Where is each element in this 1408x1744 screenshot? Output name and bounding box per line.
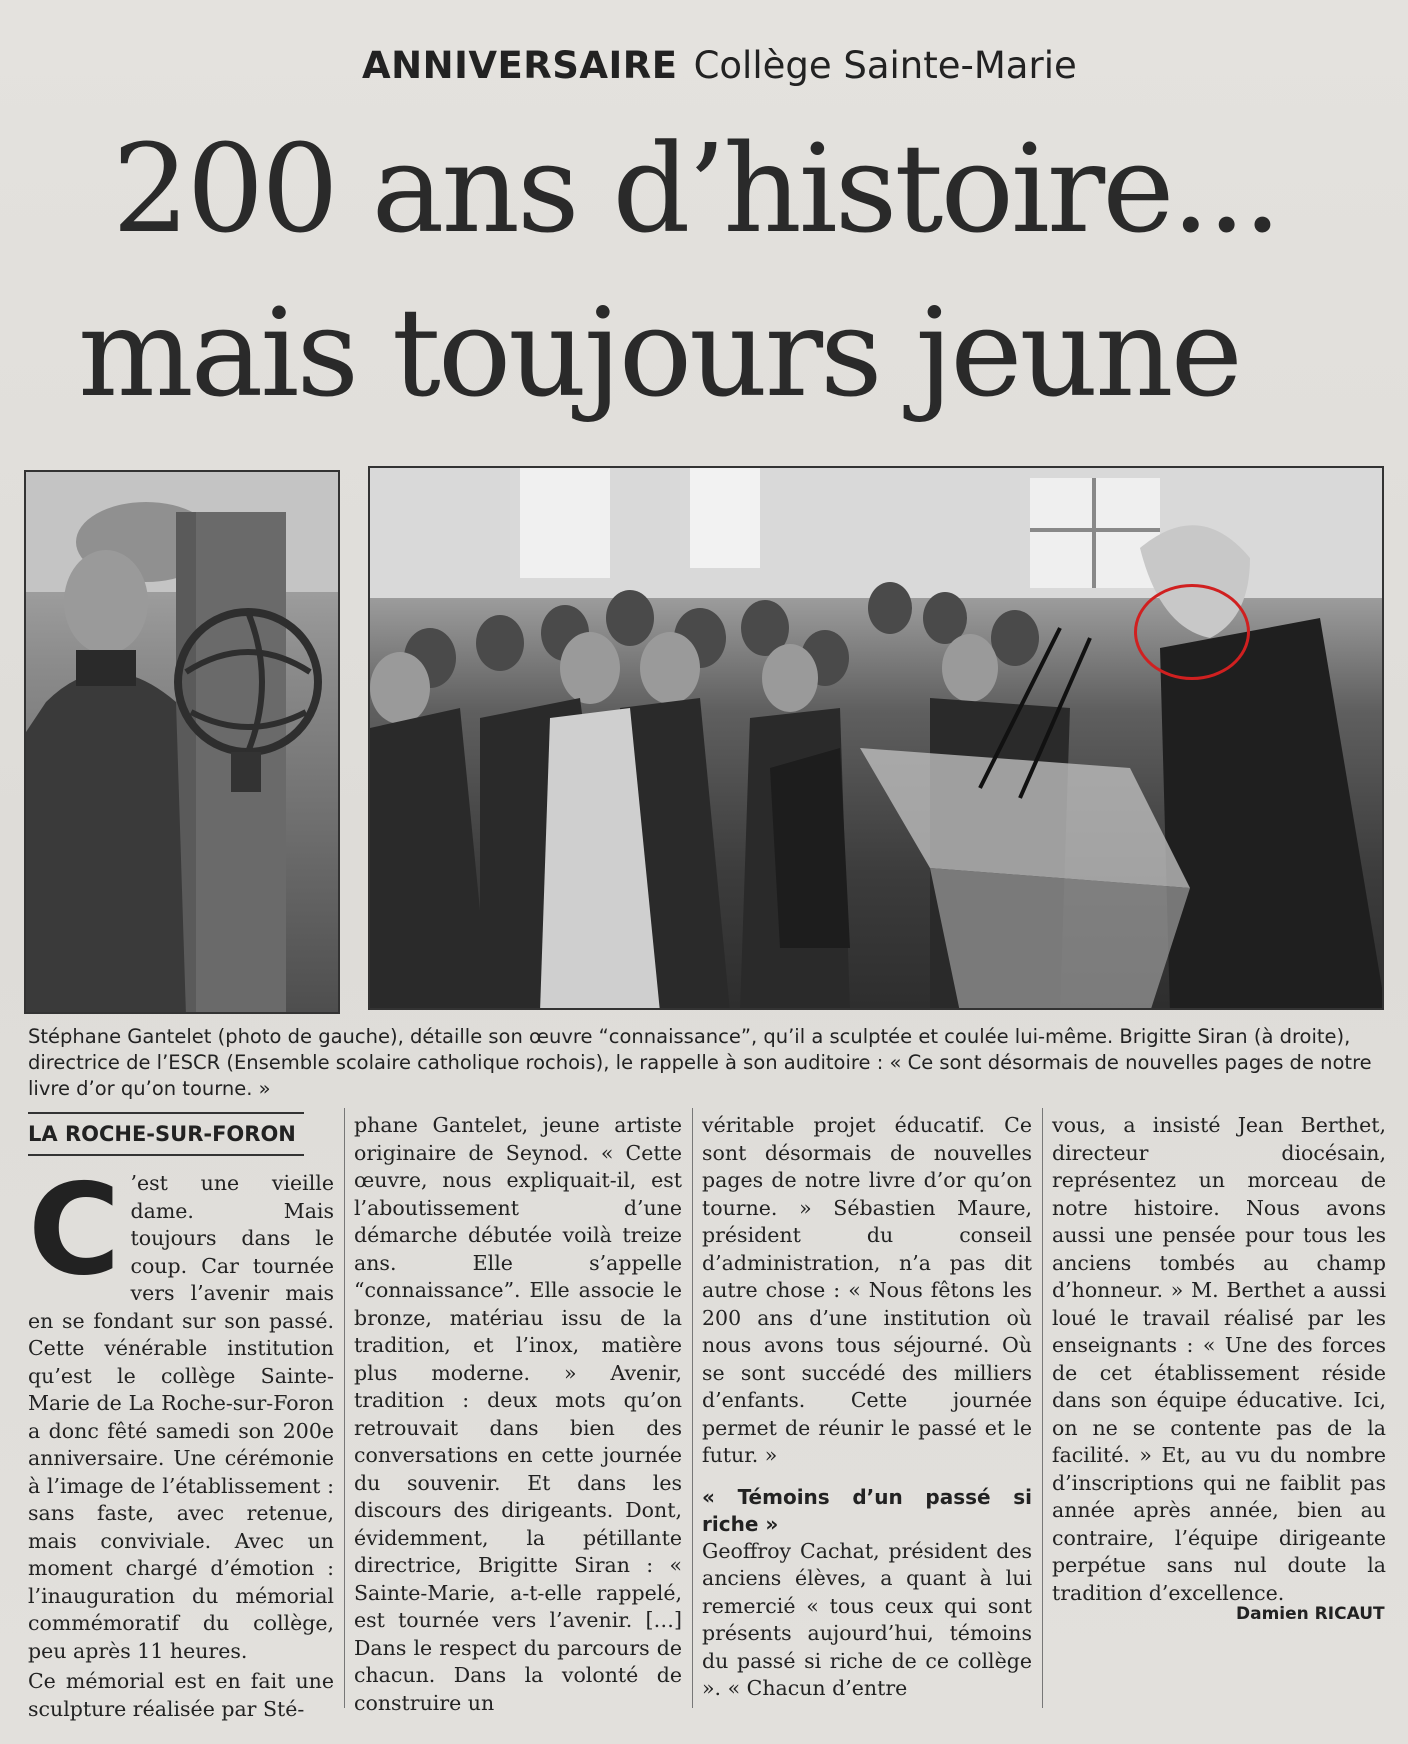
rule-top-dateline [28, 1112, 304, 1114]
photo-ceremony [368, 466, 1384, 1010]
article-column-1 [28, 1156, 334, 1726]
kicker-subtitle: Collège Sainte-Marie [693, 44, 1077, 87]
column-divider-2 [692, 1108, 693, 1708]
paragraph [28, 1156, 334, 1665]
paragraph: Ce mémorial est en fait une sculpture réalisée par Sté- [28, 1669, 334, 1721]
subheading: « Témoins d’un passé si riche » [702, 1484, 1032, 1536]
column-divider-1 [344, 1108, 345, 1708]
paragraph: phane Gantelet, jeune artiste originaire de Seynod. « Cette œuvre, nous expliquait-il, est l’aboutissement d’une démarche débutée voilà treize ans. Elle s’appelle “connaissance”. Elle associe le bronze, matériau issu de la tradition, et l’inox, matière plus moderne. » Avenir, tradition : deux mots qu’on retrouvait dans bien des conversations en cette journée du souvenir. Et dans les discours des dirigeants. Dont, évidemment, la pétillante directrice, Brigitte Siran : « Sainte-Marie, a-t-elle rappelé, est tournée vers l’avenir. […] Dans le respect du parcours de chacun. Dans la volonté de construire un [354, 1113, 682, 1715]
photo-ceremony-illustration [370, 468, 1384, 1010]
paragraph: véritable projet éducatif. Ce sont désormais de nouvelles pages de notre livre d’or qu’on tourne. » Sébastien Maure, président du conseil d’administration, n’a pas dit autre chose : « Nous fêtons les 200 ans d’une institution où nous avons tous séjourné. Où se sont succédé des milliers d’enfants. Cette journée permet de réunir le passé et le futur. » [702, 1113, 1032, 1467]
article-column-4 [1052, 1112, 1386, 1610]
dateline: LA ROCHE-SUR-FORON [28, 1122, 296, 1146]
column-divider-3 [1042, 1108, 1043, 1708]
article-column-2 [354, 1112, 682, 1720]
red-circle-annotation [1134, 584, 1250, 680]
photo-caption: Stéphane Gantelet (photo de gauche), détaille son œuvre “connaissance”, qu’il a sculptée et coulée lui-même. Brigitte Siran (à droite), directrice de l’ESCR (Ensemble scolaire catholique rochois), le rappelle à son auditoire : « Ce sont désormais de nouvelles pages de notre livre d’or qu’on tourne. » [28, 1025, 1372, 1100]
photo-sculptor-illustration [26, 472, 340, 1014]
paragraph-text: ’est une vieille dame. Mais toujours dans le coup. Car tournée vers l’avenir mais en se fondant sur son passé. Cette vénérable institution qu’est le collège Sainte-Marie de La Roche-sur-Foron a donc fêté samedi son 200e anniversaire. Une cérémonie à l’image de l’établissement : sans faste, avec retenue, mais conviviale. Avec un moment chargé d’émotion : l’inauguration du mémorial commémoratif du collège, peu après 11 heures. [28, 1171, 334, 1663]
paragraph: Geoffroy Cachat, président des anciens élèves, a quant à lui remercié « tous ceux qui sont présents aujourd’hui, témoins du passé si riche de ce collège ». « Chacun d’entre [702, 1538, 1032, 1700]
article-column-3 [702, 1112, 1032, 1706]
kicker [362, 44, 1077, 87]
headline-line-2: mais toujours jeune [78, 282, 1240, 424]
drop-cap: C [28, 1156, 121, 1303]
photo-sculptor [24, 470, 340, 1014]
paragraph: vous, a insisté Jean Berthet, directeur diocésain, représentez un morceau de notre histoire. Nous avons aussi une pensée pour tous les anciens tombés au champ d’honneur. » M. Berthet a aussi loué le travail réalisé par les enseignants : « Une des forces de cet établissement réside dans son équipe éducative. Ici, on ne se contente pas de la facilité. » Et, au vu du nombre d’inscriptions qui ne faiblit pas année après année, bien au contraire, l’équipe dirigeante perpétue sans nul doute la tradition d’excellence. [1052, 1113, 1386, 1605]
headline-line-1: 200 ans d’histoire... [112, 118, 1279, 260]
kicker-label: ANNIVERSAIRE [362, 44, 678, 87]
byline: Damien RICAUT [1236, 1604, 1385, 1624]
